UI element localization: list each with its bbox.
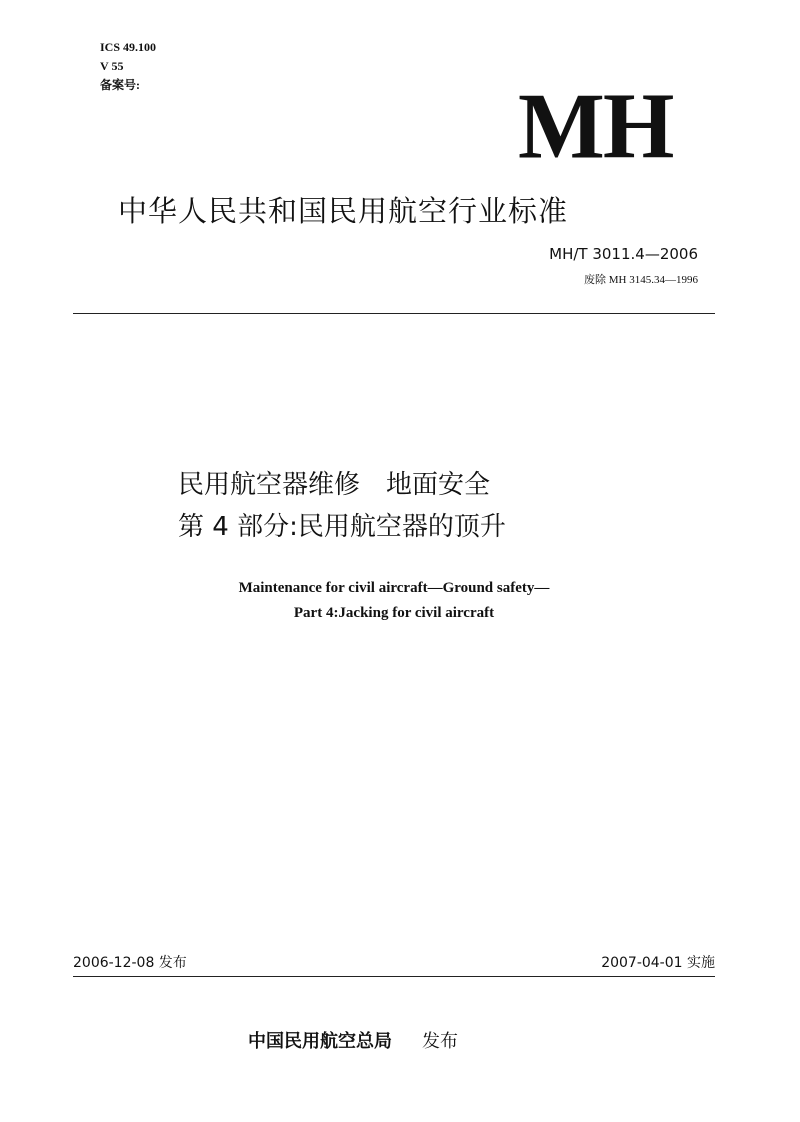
document-title-en-line2: Part 4:Jacking for civil aircraft	[293, 605, 495, 621]
standard-logo: MH	[518, 73, 673, 179]
publisher-suffix: 发布	[422, 1031, 458, 1052]
effective-date: 2007-04-01 实施	[601, 955, 715, 971]
publisher-line	[248, 1027, 458, 1053]
document-title-cn-line1: 民用航空器维修 地面安全	[178, 470, 491, 500]
standard-category-title: 中华人民共和国民用航空行业标准	[118, 194, 569, 228]
record-number-label: 备案号:	[100, 78, 140, 92]
replaced-standard: 废除 MH 3145.34—1996	[584, 274, 698, 286]
publisher-name: 中国民用航空总局	[248, 1031, 392, 1052]
issue-date: 2006-12-08 发布	[73, 955, 187, 971]
classification-block	[100, 38, 156, 95]
document-title-en-line1: Maintenance for civil aircraft—Ground safety—	[238, 580, 550, 596]
document-title-cn-line2: 第 4 部分:民用航空器的顶升	[178, 512, 506, 542]
ics-code: ICS 49.100	[100, 40, 157, 54]
standard-number: MH/T 3011.4—2006	[549, 245, 698, 263]
bottom-divider	[73, 976, 715, 977]
top-divider	[73, 313, 715, 314]
class-code: V 55	[100, 59, 124, 73]
